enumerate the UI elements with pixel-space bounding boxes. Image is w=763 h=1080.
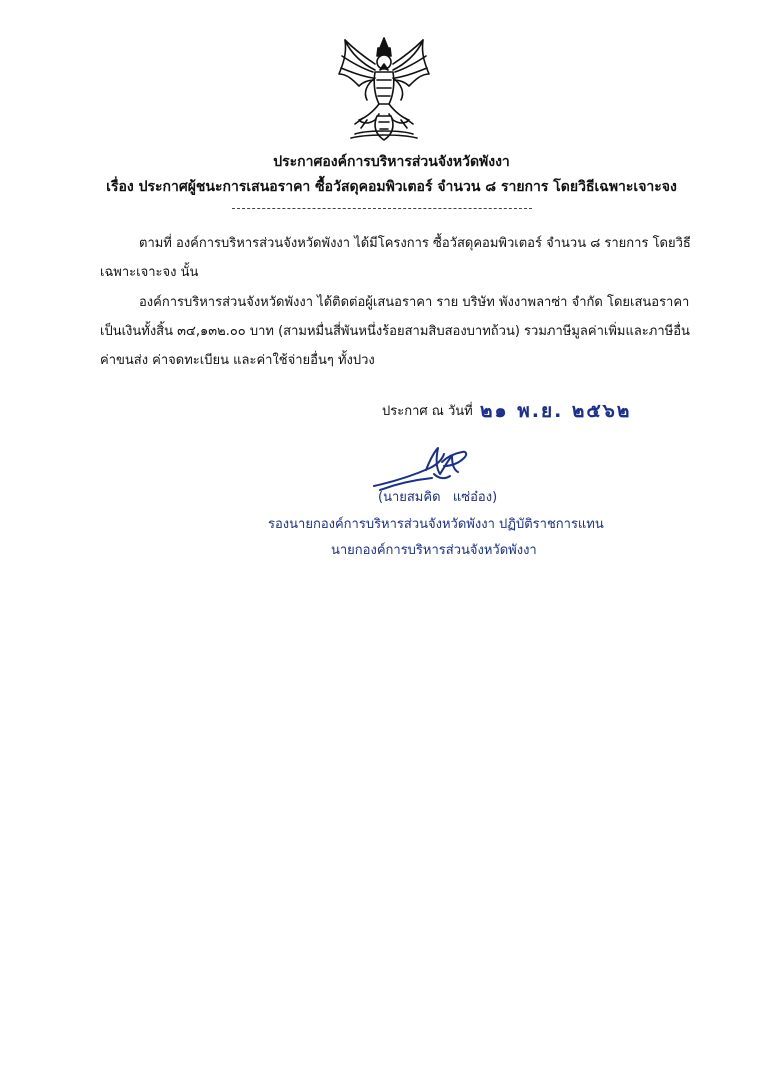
paragraph-2-line-2: เป็นเงินทั้งสิ้น ๓๔,๑๓๒.๐๐ บาท (สามหมื่นสี่พันหนึ่งร้อยสามสิบสองบาทถ้วน) รวมภาษีมูลค่าเพิ่มและภาษีอื่น xyxy=(100,324,690,339)
header-divider xyxy=(232,208,532,209)
stamped-date: ๒๑ พ.ย. ๒๕๖๒ xyxy=(480,400,632,422)
document-subject: เรื่อง ประกาศผู้ชนะการเสนอราคา ซื้อวัสดุคอมพิวเตอร์ จำนวน ๘ รายการ โดยวิธีเฉพาะเจาะจง xyxy=(106,179,677,195)
paragraph-1-line-1: ตามที่ องค์การบริหารส่วนจังหวัดพังงา ได้มีโครงการ ซื้อวัสดุคอมพิวเตอร์ จำนวน ๘ รายการ โดยวิธี xyxy=(139,236,691,251)
announcement-date-label: ประกาศ ณ วันที่ xyxy=(382,404,473,419)
paragraph-1-line-2: เฉพาะเจาะจง นั้น xyxy=(100,265,199,280)
signatory-position-2: นายกองค์การบริหารส่วนจังหวัดพังงา xyxy=(331,543,537,558)
signatory-position-1: รองนายกองค์การบริหารส่วนจังหวัดพังงา ปฏิบัติราชการแทน xyxy=(268,517,604,532)
document-title: ประกาศองค์การบริหารส่วนจังหวัดพังงา xyxy=(273,154,510,170)
paragraph-2-line-1: องค์การบริหารส่วนจังหวัดพังงา ได้ติดต่อผู้เสนอราคา ราย บริษัท พังงาพลาซ่า จำกัด โดยเสนอราคา xyxy=(139,295,690,310)
signatory-name: (นายสมคิด แซ่อ๋อง) xyxy=(378,490,498,505)
paragraph-2-line-3: ค่าขนส่ง ค่าจดทะเบียน และค่าใช้จ่ายอื่นๆ ทั้งปวง xyxy=(100,353,375,368)
garuda-emblem-icon xyxy=(333,34,435,144)
